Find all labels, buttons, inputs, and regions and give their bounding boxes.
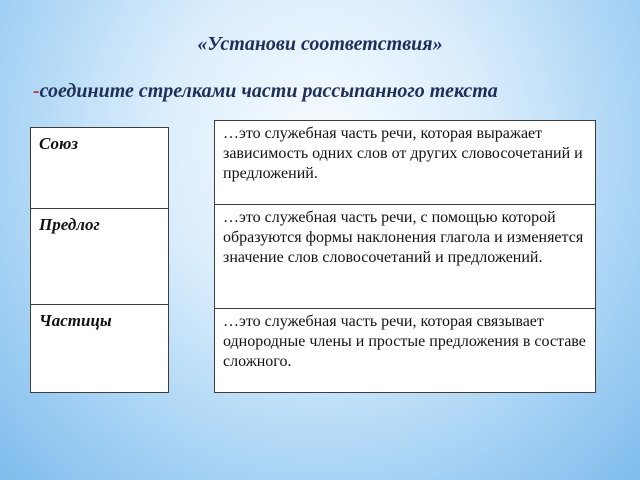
definition-cell[interactable] <box>215 204 595 308</box>
instruction <box>33 80 498 103</box>
definition-cell[interactable] <box>215 121 595 204</box>
page-title: «Установи соответствия» <box>197 33 443 55</box>
term-label: Частицы <box>39 311 112 330</box>
definitions-table <box>214 120 596 393</box>
term-label: Союз <box>39 134 78 153</box>
instruction-dash: - <box>33 80 40 102</box>
term-cell[interactable] <box>31 304 168 393</box>
definition-text: …это служебная часть речи, которая выражает зависимость одних слов от других словосочетаний и предложений. <box>223 125 583 182</box>
term-label: Предлог <box>39 215 100 234</box>
terms-table <box>30 127 169 393</box>
definition-cell[interactable] <box>215 308 595 392</box>
definition-text: …это служебная часть речи, которая связывает однородные члены и простые предложения в составе сложного. <box>223 313 586 370</box>
term-cell[interactable] <box>31 208 168 304</box>
term-cell[interactable] <box>31 128 168 208</box>
instruction-text: соедините стрелками части рассыпанного текста <box>39 80 498 102</box>
definition-text: …это служебная часть речи, с помощью которой образуются формы наклонения глагола и изменяется значение слов словосочетаний и предложений. <box>223 209 584 266</box>
